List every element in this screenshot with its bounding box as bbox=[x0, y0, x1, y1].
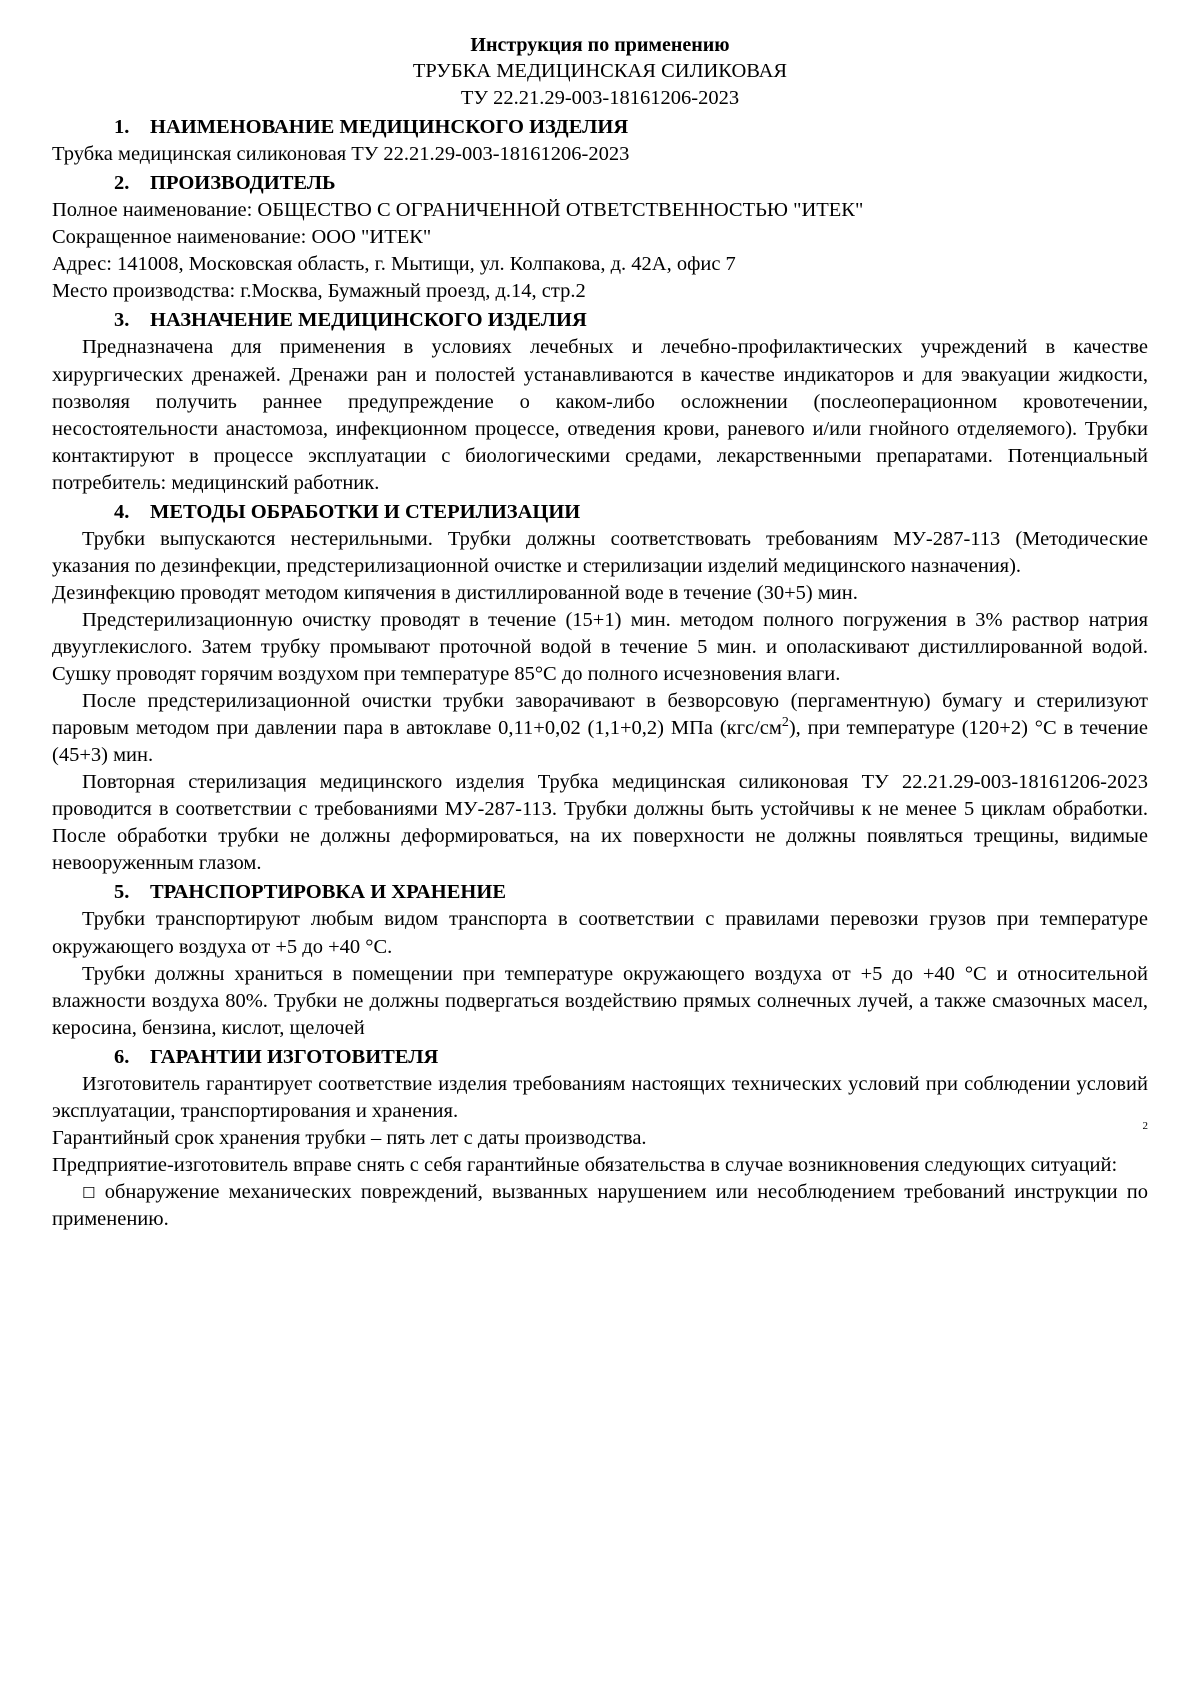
section-number-3: 3. bbox=[114, 309, 130, 332]
page-number: 2 bbox=[1142, 1120, 1148, 1132]
section-title-4: МЕТОДЫ ОБРАБОТКИ И СТЕРИЛИЗАЦИИ bbox=[150, 500, 581, 523]
manufacturer-short-name: Сокращенное наименование: ООО "ИТЕК" bbox=[52, 226, 432, 249]
section-heading-5 bbox=[52, 879, 1148, 906]
section-1-paragraph-1: Трубка медицинская силиконовая ТУ 22.21.29-003-18161206-2023 bbox=[52, 143, 630, 166]
section-3-paragraph-1: Предназначена для применения в условиях лечебных и лечебно-профилактических учреждений в качестве хирургических дренажей. Дренажи ран и полостей устанавливаются в качестве индикаторов и для эвакуации жидкости, позволяя получить раннее предупреждение о каком-либо осложнении (послеоперационном кровотечении, несостоятельности анастомоза, инфекционном процессе, отведения крови, раневого и/или гнойного отделяемого). Трубки контактируют в процессе эксплуатации с биологическими средами, лекарственными препаратами. Потенциальный потребитель: медицинский работник. bbox=[52, 336, 1148, 494]
section-heading-2 bbox=[52, 170, 1148, 197]
section-number-5: 5. bbox=[114, 881, 130, 904]
section-number-2: 2. bbox=[114, 172, 130, 195]
section-4-paragraph-4-text-b: ), при температуре (120+2) °С в течение (45+3) мин. bbox=[52, 717, 1148, 767]
warranty-exclusions-intro: Предприятие-изготовитель вправе снять с себя гарантийные обязательства в случае возникновения следующих ситуаций: bbox=[52, 1153, 1118, 1176]
section-heading-3 bbox=[52, 307, 1148, 334]
manufacturer-address: Адрес: 141008, Московская область, г. Мытищи, ул. Колпакова, д. 42А, офис 7 bbox=[52, 253, 736, 276]
section-title-2: ПРОИЗВОДИТЕЛЬ bbox=[150, 172, 336, 195]
section-heading-6 bbox=[52, 1044, 1148, 1071]
section-title-1: НАИМЕНОВАНИЕ МЕДИЦИНСКОГО ИЗДЕЛИЯ bbox=[150, 116, 629, 139]
section-4-paragraph-3: Предстерилизационную очистку проводят в течение (15+1) мин. методом полного погружения в 3% раствор натрия двууглекислого. Затем трубку промывают проточной водой в течение 5 мин. и ополаскивают дистиллированной водой. Сушку проводят горячим воздухом при температуре 85°С до полного исчезновения влаги. bbox=[52, 608, 1148, 686]
section-4-paragraph-1: Трубки выпускаются нестерильными. Трубки должны соответствовать требованиям МУ-287-113 (Методические указания по дезинфекции, предстерилизационной очистке и стерилизации изделий медицинского назначения). bbox=[52, 527, 1148, 577]
section-4-paragraph-4-text-a: После предстерилизационной очистки трубки заворачивают в безворсовую (пергаментную) бумагу и стерилизуют паровым методом при давлении пара в автоклаве 0,11+0,02 (1,1+0,2) МПа (кгс/см bbox=[52, 690, 1148, 740]
section-number-4: 4. bbox=[114, 500, 130, 523]
section-heading-1 bbox=[52, 114, 1148, 141]
section-5-paragraph-1: Трубки транспортируют любым видом транспорта в соответствии с правилами перевозки грузов при температуре окружающего воздуха от +5 до +40 °С. bbox=[52, 908, 1148, 958]
bullet-box-icon: ☐ bbox=[82, 1183, 96, 1202]
product-name: ТРУБКА МЕДИЦИНСКАЯ СИЛИКОВАЯ bbox=[412, 60, 788, 82]
warranty-exclusion-text: обнаружение механических повреждений, вызванных нарушением или несоблюдением требований инструкции по применению. bbox=[52, 1180, 1148, 1230]
product-standard-code: ТУ 22.21.29-003-18161206-2023 bbox=[460, 87, 740, 110]
document-body bbox=[52, 32, 1148, 1233]
section-4-paragraph-5: Повторная стерилизация медицинского изделия Трубка медицинская силиконовая ТУ 22.21.29-003-18161206-2023 проводится в соответствии с требованиями МУ-287-113. Трубки должны быть устойчивы к не менее 5 циклам обработки. После обработки трубки не должны деформироваться, на их поверхности не должны появляться трещины, видимые невооруженным глазом. bbox=[52, 771, 1148, 875]
warranty-shelf-life: Гарантийный срок хранения трубки – пять лет с даты производства. bbox=[52, 1126, 647, 1149]
manufacturer-full-name: Полное наименование: ОБЩЕСТВО С ОГРАНИЧЕННОЙ ОТВЕТСТВЕННОСТЬЮ "ИТЕК" bbox=[52, 199, 864, 222]
manufacturing-site: Место производства: г.Москва, Бумажный проезд, д.14, стр.2 bbox=[52, 280, 586, 303]
section-5-paragraph-2: Трубки должны храниться в помещении при температуре окружающего воздуха от +5 до +40 °С и относительной влажности воздуха 80%. Трубки не должны подвергаться воздействию прямых солнечных лучей, а также смазочных масел, керосина, бензина, кислот, щелочей bbox=[52, 962, 1148, 1039]
section-heading-4 bbox=[52, 499, 1148, 526]
warranty-exclusion-item bbox=[52, 1179, 1148, 1233]
document-title-block bbox=[52, 32, 1148, 112]
square-exponent: 2 bbox=[781, 715, 789, 731]
page-title: Инструкция по применению bbox=[470, 34, 730, 56]
section-title-3: НАЗНАЧЕНИЕ МЕДИЦИНСКОГО ИЗДЕЛИЯ bbox=[150, 309, 587, 332]
section-title-6: ГАРАНТИИ ИЗГОТОВИТЕЛЯ bbox=[150, 1045, 439, 1068]
section-title-5: ТРАНСПОРТИРОВКА И ХРАНЕНИЕ bbox=[150, 881, 506, 904]
section-number-6: 6. bbox=[114, 1045, 130, 1068]
section-number-1: 1. bbox=[114, 116, 130, 139]
section-4-paragraph-4 bbox=[52, 688, 1148, 769]
section-4-paragraph-2: Дезинфекцию проводят методом кипячения в дистиллированной воде в течение (30+5) мин. bbox=[52, 581, 858, 604]
section-6-paragraph-1: Изготовитель гарантирует соответствие изделия требованиям настоящих технических условий при соблюдении условий эксплуатации, транспортирования и хранения. bbox=[52, 1072, 1148, 1122]
